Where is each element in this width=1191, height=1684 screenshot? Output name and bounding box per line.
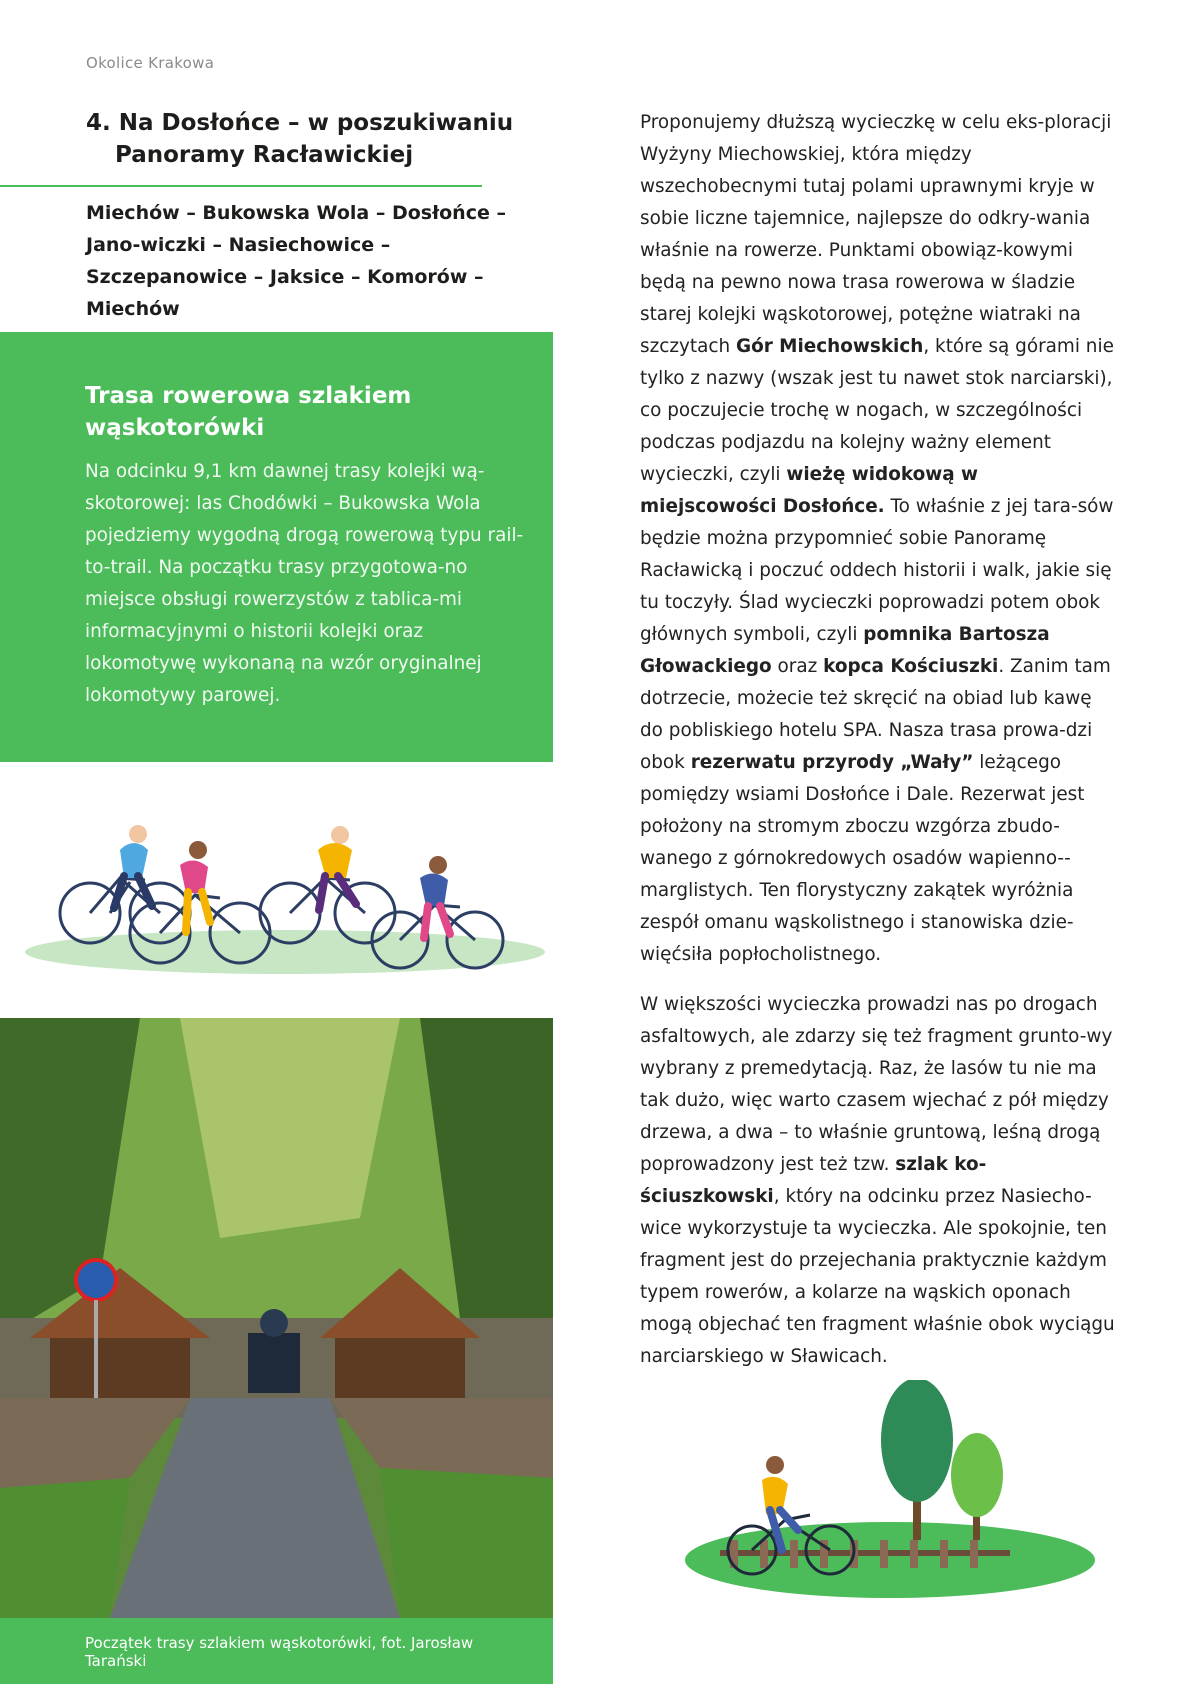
cyclist-tree-illustration [680,1380,1110,1600]
section-title-line2: Panoramy Racławickiej [115,142,414,168]
paragraph-2: W większości wycieczka prowadzi nas po drogach asfaltowych, ale zdarzy się też fragment grunto-wy wybrany z premedytacją. Raz, że lasów tu nie ma tak dużo, więc warto czasem wjechać z pół między drzewa, a dwa – to właśnie gruntową, leśną drogą poprowadzony jest też tzw. szlak ko-ściuszkowski, który na odcinku przez Nasiecho-wice wykorzystuje ta wycieczka. Ale spokojnie, ten fragment jest do przejechania praktycznie każdym typem rowerów, a kolarze na wąskich oponach mogą objechać ten fragment właśnie obok wyciągu narciarskiego w Sławicach. [640,994,1115,1367]
cyclists-illustration [20,810,550,980]
running-header: Okolice Krakowa [86,54,215,72]
section-title [86,107,556,171]
photo-caption: Początek trasy szlakiem wąskotorówki, fot. Jarosław Tarański [85,1634,474,1670]
title-divider [0,185,482,187]
trail-photo [0,1018,553,1618]
main-text [640,107,1120,1391]
paragraph-1: Proponujemy dłuższą wycieczkę w celu eks-ploracji Wyżyny Miechowskiej, która między wszechobecnymi tutaj polami uprawnymi kryje w sobie liczne tajemnice, najlepsze do odkry-wania właśnie na rowerze. Punktami obowiąz-kowymi będą na pewno nowa trasa rowerowa w śladzie starej kolejki wąskotorowej, potężne wiatraki na szczytach Gór Miechowskich, które są górami nie tylko z nazwy (wszak jest tu nawet stok narciarski), co poczujecie trochę w nogach, w szczególności podczas podjazdu na kolejny ważny element wycieczki, czyli wieżę widokową w miejscowości Dosłońce. To właśnie z jej tara-sów będzie można przypomnieć sobie Panoramę Racławicką i poczuć oddech historii i walk, jakie się tu toczyły. Ślad wycieczki poprowadzi potem obok głównych symboli, czyli pomnika Bartosza Głowackiego oraz kopca Kościuszki. Zanim tam dotrzecie, możecie też skręcić na obiad lub kawę do pobliskiego hotelu SPA. Nasza trasa prowa-dzi obok rezerwatu przyrody „Wały” leżącego pomiędzy wsiami Dosłońce i Dale. Rezerwat jest położony na stromym zboczu wzgórza zbudo-wanego z górnokredowych osadów wapienno--marglistych. Ten florystyczny zakątek wyróżnia zespół omanu wąskolistnego i stanowiska dzie-więćsiła popłocholistnego. [640,112,1114,965]
info-box-text: Na odcinku 9,1 km dawnej trasy kolejki wą-skotorowej: las Chodówki – Bukowska Wola pojedziemy wygodną drogą rowerową typu rail-to-trail. Na początku trasy przygotowa-no miejsce obsługi rowerzystów z tablica-mi informacyjnymi o historii kolejki oraz lokomotywę wykonaną na wzór oryginalnej lokomotywy parowej. [85,461,524,706]
route-list: Miechów – Bukowska Wola – Dosłońce – Jano-wiczki – Nasiechowice – Szczepanowice – Jaksice – Komorów – Miechów [86,202,506,320]
section-title-line1: 4. Na Dosłońce – w poszukiwaniu [86,110,514,136]
info-box-title: Trasa rowerowa szlakiem wąskotorówki [85,383,412,441]
